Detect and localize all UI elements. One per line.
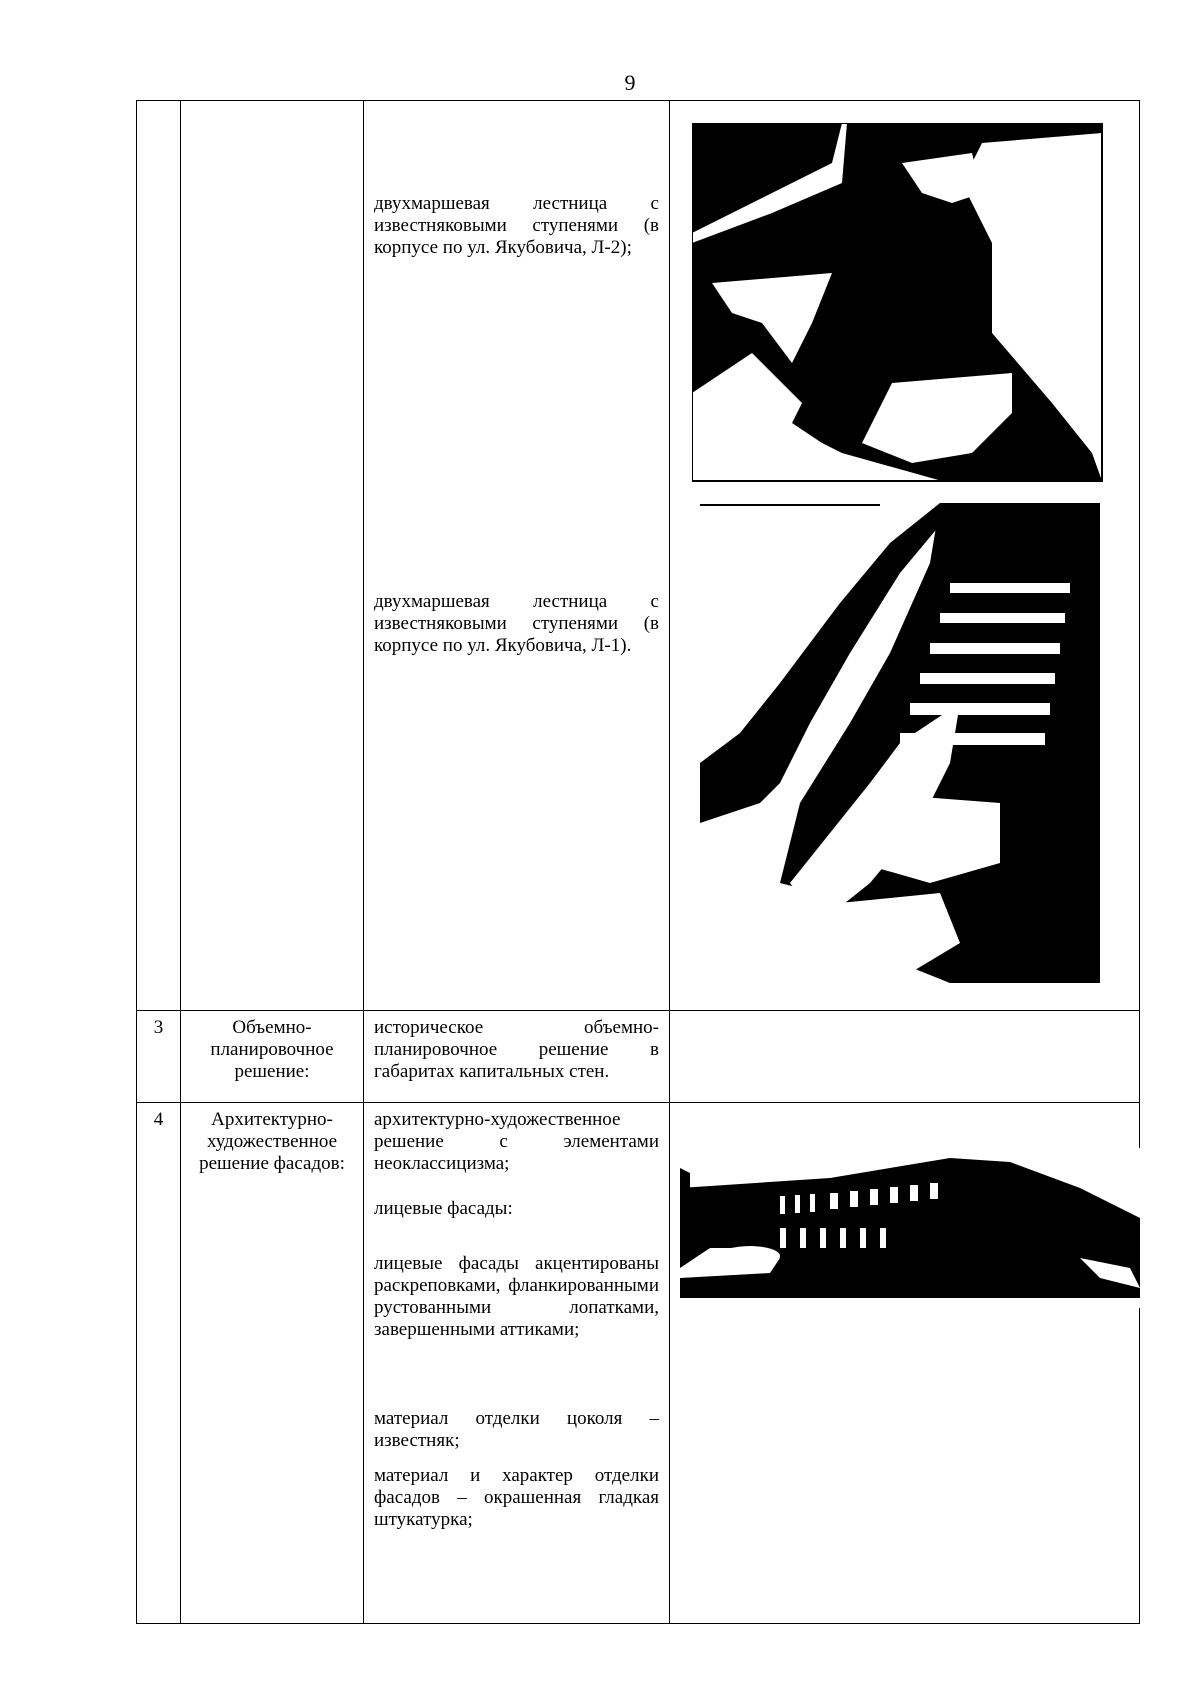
- photo-cell-empty: [670, 1011, 1140, 1103]
- description-cell: [364, 101, 670, 1011]
- number-cell: [137, 101, 181, 1011]
- facade-paragraph-3: лицевые фасады акцентированы раскреповками, фланкированными рустованными лопатками, завершенными аттиками;: [374, 1253, 659, 1340]
- row-name: Объемно-планировочное решение:: [181, 1011, 364, 1103]
- facade-paragraph-1: архитектурно-художественное решение с элементами неоклассицизма;: [374, 1109, 659, 1174]
- facade-paragraph-5: материал и характер отделки фасадов – окрашенная гладкая штукатурка;: [374, 1465, 659, 1530]
- row-name: Архитектурно-художественное решение фасадов:: [181, 1103, 364, 1624]
- table-row-stairs: [137, 101, 1140, 1011]
- facade-paragraph-4: материал отделки цоколя – известняк;: [374, 1408, 659, 1451]
- table-row-3: [137, 1011, 1140, 1103]
- row-number: 4: [137, 1103, 181, 1624]
- page-number: 9: [624, 70, 636, 95]
- row-number: 3: [137, 1011, 181, 1103]
- name-cell: [181, 101, 364, 1011]
- row-description: историческое объемно-планировочное решение в габаритах капитальных стен.: [364, 1011, 670, 1103]
- facade-photo: [680, 1148, 1140, 1308]
- staircase-l1-photo: [700, 503, 1110, 983]
- staircase-l2-photo: [692, 123, 1112, 483]
- photo-cell: [670, 101, 1140, 1011]
- photo-cell: [670, 1103, 1140, 1624]
- monument-features-table: [136, 100, 1140, 1624]
- facade-paragraph-2: лицевые фасады:: [374, 1198, 513, 1219]
- stair-l1-text: двухмаршевая лестница с известняковыми ступенями (в корпусе по ул. Якубовича, Л-1).: [374, 591, 659, 656]
- row-description: [364, 1103, 670, 1624]
- table-row-4: [137, 1103, 1140, 1624]
- stair-l2-text: двухмаршевая лестница с известняковыми ступенями (в корпусе по ул. Якубовича, Л-2);: [374, 193, 659, 258]
